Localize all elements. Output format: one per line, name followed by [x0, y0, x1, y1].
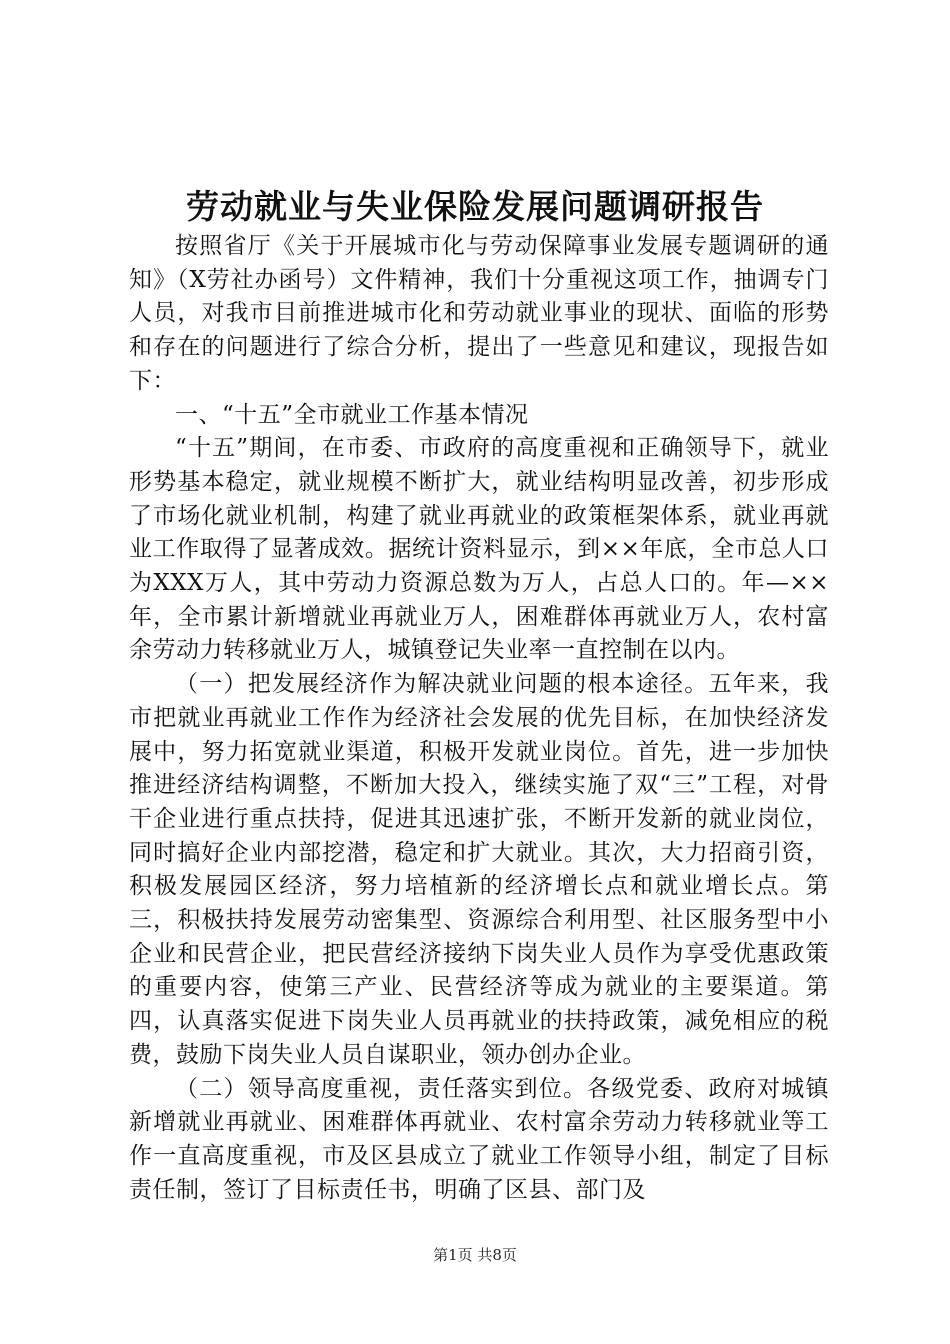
document-body [129, 230, 829, 1207]
subsection-2-paragraph: （二）领导高度重视，责任落实到位。各级党委、政府对城镇新增就业再就业、困难群体再就业、农村富余劳动力转移就业等工作一直高度重视，市及区县成立了就业工作领导小组，制定了目标责任制，签订了目标责任书，明确了区县、部门及 [129, 1075, 829, 1203]
page-number-footer: 第1页 共8页 [433, 1246, 517, 1264]
section-heading-1: 一、“十五”全市就业工作基本情况 [175, 401, 529, 428]
section-1-paragraph: “十五”期间，在市委、市政府的高度重视和正确领导下，就业形势基本稳定，就业规模不断扩大，就业结构明显改善，初步形成了市场化就业机制，构建了就业再就业的政策框架体系，就业再就业工作取得了显著成效。据统计资料显示，到××年底，全市总人口为XXX万人，其中劳动力资源总数为万人，占总人口的。年—××年，全市累计新增就业再就业万人，困难群体再就业万人，农村富余劳动力转移就业万人，城镇登记失业率一直控制在以内。 [129, 435, 829, 664]
subsection-1-paragraph: （一）把发展经济作为解决就业问题的根本途径。五年来，我市把就业再就业工作作为经济社会发展的优先目标，在加快经济发展中，努力拓宽就业渠道，积极开发就业岗位。首先，进一步加快推进经济结构调整，不断加大投入，继续实施了双“三”工程，对骨干企业进行重点扶持，促进其迅速扩张，不断开发新的就业岗位，同时搞好企业内部挖潜，稳定和扩大就业。其次，大力招商引资，积极发展园区经济，努力培植新的经济增长点和就业增长点。第三，积极扶持发展劳动密集型、资源综合利用型、社区服务型中小企业和民营企业，把民营经济接纳下岗失业人员作为享受优惠政策的重要内容，使第三产业、民营经济等成为就业的主要渠道。第四，认真落实促进下岗失业人员再就业的扶持政策，减免相应的税费，鼓励下岗失业人员自谋职业，领办创办企业。 [129, 671, 829, 1068]
document-title: 劳动就业与失业保险发展问题调研报告 [186, 187, 764, 226]
intro-paragraph: 按照省厅《关于开展城市化与劳动保障事业发展专题调研的通知》（X劳社办函号）文件精神，我们十分重视这项工作，抽调专门人员，对我市目前推进城市化和劳动就业事业的现状、面临的形势和存在的问题进行了综合分析，提出了一些意见和建议，现报告如下： [129, 233, 829, 394]
